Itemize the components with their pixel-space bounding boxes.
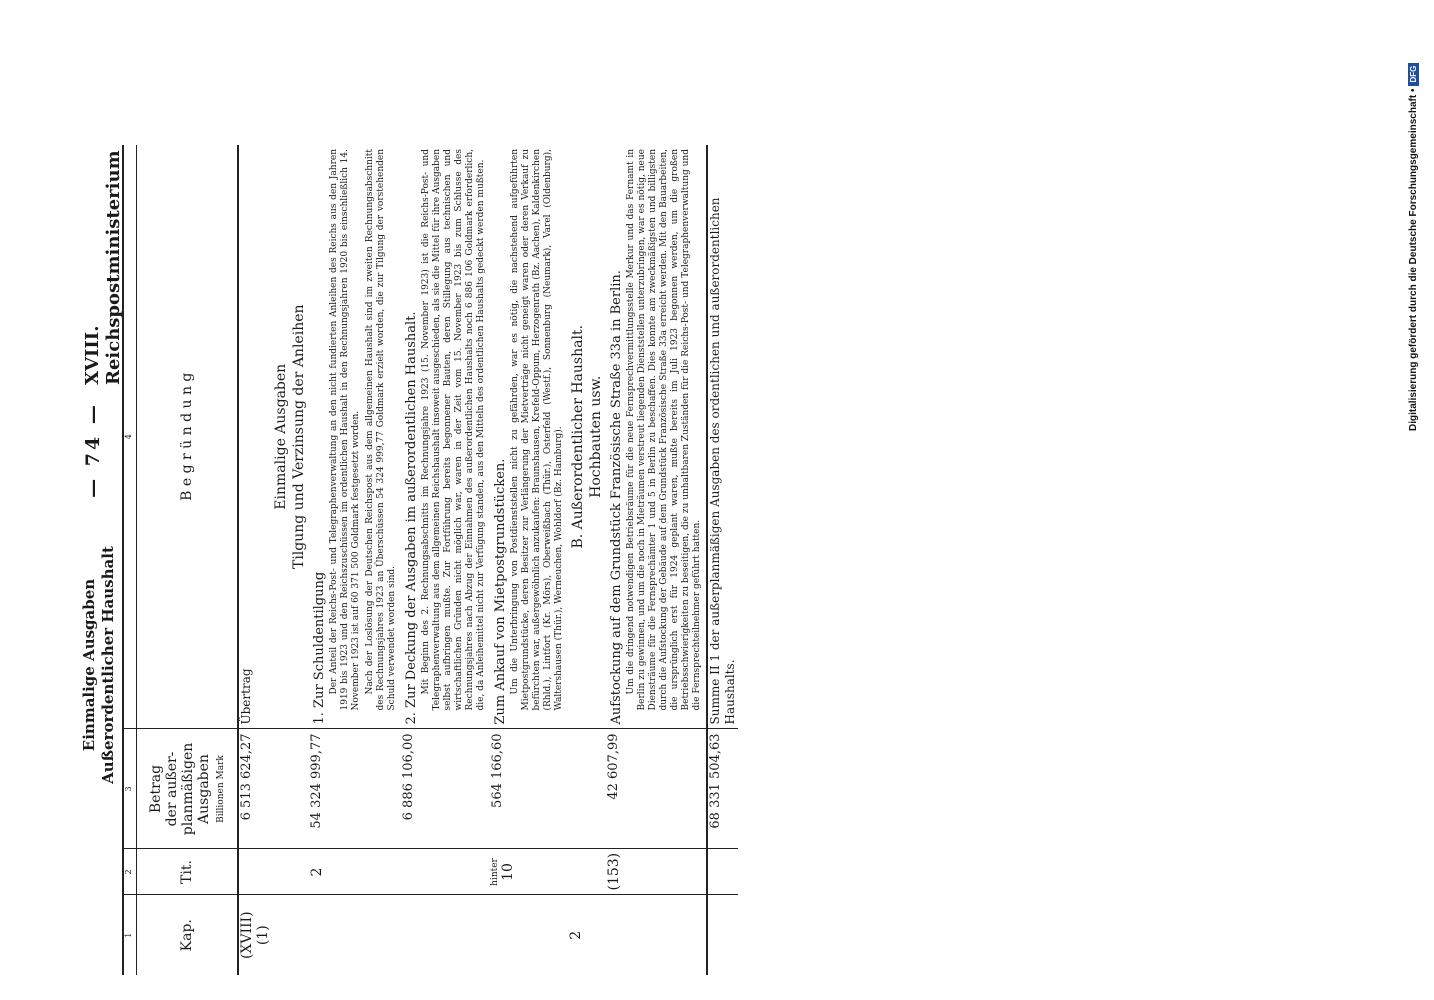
header-amount-line: planmäßigen (180, 742, 196, 836)
sum-row (707, 145, 738, 975)
header-amount-line: der außer- (164, 751, 180, 827)
empty-cell (707, 849, 738, 895)
tit-prefix: hinter (490, 858, 500, 886)
header-reason: B e g r ü n d u n g (137, 145, 239, 729)
empty-cell (271, 895, 309, 975)
empty-cell (309, 895, 401, 975)
reason-cell (568, 145, 606, 729)
header-kap: Kap. (137, 895, 239, 975)
credit-line (1408, 11, 1424, 431)
page-number: — 74 — (82, 402, 104, 498)
table-row (271, 145, 309, 975)
item-heading: 1. Zur Schuldentilgung (312, 571, 327, 725)
table-row (490, 145, 568, 975)
tit-cell (238, 849, 271, 895)
empty-cell (271, 849, 309, 895)
column-number: 4 (123, 145, 137, 729)
item-heading: Aufstockung auf dem Grundstück Französische Straße 33a in Berlin. (609, 270, 624, 725)
column-number: 3 (123, 729, 137, 849)
chapter-title: XVIII. Reichspostministerium (82, 150, 124, 385)
table-row (238, 145, 271, 975)
reason-cell: Übertrag (238, 145, 271, 729)
sum-amount: 68 331 504,63 (707, 729, 738, 849)
table-row (606, 145, 707, 975)
header-amount-line: Ausgaben (196, 754, 212, 824)
empty-cell (401, 849, 490, 895)
section-subheading: Hochbauten usw. (588, 375, 604, 498)
dfg-logo: DFG (1408, 63, 1419, 86)
empty-cell (606, 895, 707, 975)
tit-cell: 2 (309, 849, 401, 895)
paragraph: Der Anteil der Reichs-Post- und Telegraphenverwaltung an den nicht fundierten Anleihen des Reichs aus den Jahren 1919 bis 1923 und den Reichszuschüssen im ordentlichen Haushalt in den Rechnungsjahren 1920 bis einschließlich 14. November 1923 ist auf 60 371 500 Goldmark festgesetzt worden. (329, 149, 361, 711)
amount-cell: 42 607,99 (606, 729, 707, 849)
reason-cell (606, 145, 707, 729)
tit-cell: (153) (606, 849, 707, 895)
header-amount (137, 729, 239, 849)
empty-cell (568, 729, 606, 849)
header-amount-unit: Billionen Mark (216, 755, 226, 823)
credit-text: Digitalisierung gefördert durch die Deutsche Forschungsgemeinschaft • (1408, 88, 1419, 431)
paragraph: Nach der Loslösung der Deutschen Reichspost aus dem allgemeinen Haushalt sind im zweiten Rechnungsabschnitt des Rechnungsjahres 1923 an Überschüssen 54 324 999,77 Goldmark erzielt worden, die zur Tilgung der vorstehenden Schuld verwendet worden sind. (365, 149, 397, 711)
amount-cell: 6 886 106,00 (401, 729, 490, 849)
running-header-left (80, 495, 118, 835)
table-row (568, 145, 606, 975)
column-number: 1 (123, 895, 137, 975)
item-heading: Zum Ankauf von Mietpostgrundstücken. (493, 458, 508, 725)
paragraph: Um die dringend notwendigen Betriebsräume für die neue Fernsprechvermittlungsstelle Merkur und das Fernamt in Berlin zu gewinnen, und um die noch in Mieträumen verstreut liegenden Dienststellen unterzubringen, war es nötig, neue Diensträume für die Fernsprechämter 1 und 5 in Berlin zu beschaffen. Dies konnte am zweckmäßigsten und billigsten durch die Aufstockung der Gebäude auf dem Grundstück Französische Straße 33a erreicht werden. Mit den Bauarbeiten, die ursprünglich erst für 1924 geplant waren, mußte bereits im Juli 1923 begonnen werden, um die großen Betriebsschwierigkeiten zu beseitigen, die zu unhaltbaren Zuständen für die Reichs-Post- und Telegraphenverwaltung und die Fernsprechteilnehmer geführt hatten. (626, 149, 702, 711)
item-heading: 2. Zur Deckung der Ausgaben im außerordentlichen Haushalt. (404, 311, 419, 725)
budget-table (122, 145, 738, 975)
tit-value: 10 (500, 863, 516, 881)
empty-cell (707, 895, 738, 975)
amount-cell: 54 324 999,77 (309, 729, 401, 849)
table-row (401, 145, 490, 975)
kap-cell: 2 (568, 930, 584, 940)
rotated-page-content (60, 145, 1320, 975)
reason-cell (271, 145, 309, 729)
kap-cell (238, 895, 271, 975)
section-heading: Einmalige Ausgaben (273, 363, 289, 510)
amount-cell: 564 166,60 (490, 729, 568, 849)
header-tit: Tit. (137, 849, 239, 895)
header-left-line2: Außerordentlicher Haushalt (99, 546, 117, 784)
section-subheading: Tilgung und Verzinsung der Anleihen (291, 304, 307, 570)
empty-cell (568, 849, 606, 895)
kap-value: (XVIII) (239, 911, 255, 960)
digitization-credit (1386, 6, 1426, 436)
amount-cell: 6 513 624,27 (238, 729, 271, 849)
reason-cell (401, 145, 490, 729)
kap-value: (1) (255, 925, 271, 946)
paragraph: Mit Beginn des 2. Rechnungsabschnitts im Rechnungsjahre 1923 (15. November 1923) ist die Reichs-Post- und Telegraphenverwaltung aus dem allgemeinen Reichshaushalt insoweit ausgeschieden, als sie die Mittel für ihre Ausgaben selbst aufbringen mußte. Zur Fortführung bereits begonnener Bauten, deren Stillegung aus technischen und wirtschaftlichen Gründen nicht möglich war, waren in der Zeit vom 15. November 1923 bis zum Schlusse des Rechnungsjahres nach Abzug der Einnahmen des außerordentlichen Haushalts noch 6 886 106 Goldmark erforderlich, die, da Anleihemittel nicht zur Verfügung standen, aus den Mitteln des ordentlichen Haushalts gedeckt werden mußten. (421, 149, 486, 711)
header-amount-line: Betrag (148, 764, 164, 814)
sum-text: Summe II 1 der außerplanmäßigen Ausgaben des ordentlichen und außerordentlichen Haushalts. (707, 145, 738, 729)
empty-cell (271, 729, 309, 849)
column-number: 2 (123, 849, 137, 895)
header-left-line1: Einmalige Ausgaben (80, 578, 98, 752)
column-number-row (123, 145, 137, 975)
empty-cell (490, 895, 568, 975)
tit-cell (490, 849, 568, 895)
section-heading: B. Außerordentlicher Haushalt. (570, 324, 586, 549)
reason-cell (309, 145, 401, 729)
reason-cell (490, 145, 568, 729)
empty-cell (401, 895, 490, 975)
table-row (309, 145, 401, 975)
paragraph: Um die Unterbringung von Postdienststellen nicht zu gefährden, war es nötig, die nachstehend aufgeführten Mietpostgrundstücke, deren Besitzer zur Verlängerung der Mietverträge nicht geneigt waren oder deren Verkauf zu befürchten war, außergewöhnlich anzukaufen: Braunshausen, Krefeld-Oppum, Herzogenrath (Bz. Aachen), Kaldenkirchen (Rhld.), Lintfort (Kr. Mörs), Oberweißbach (Thür.), Osterfeld (Westf.), Sonnenburg (Neumark), Varel (Oldenburg), Waltershausen (Thür.), Werneuchen, Wohldorf (Bz. Hamburg). (510, 149, 564, 711)
column-header-row (137, 145, 239, 975)
